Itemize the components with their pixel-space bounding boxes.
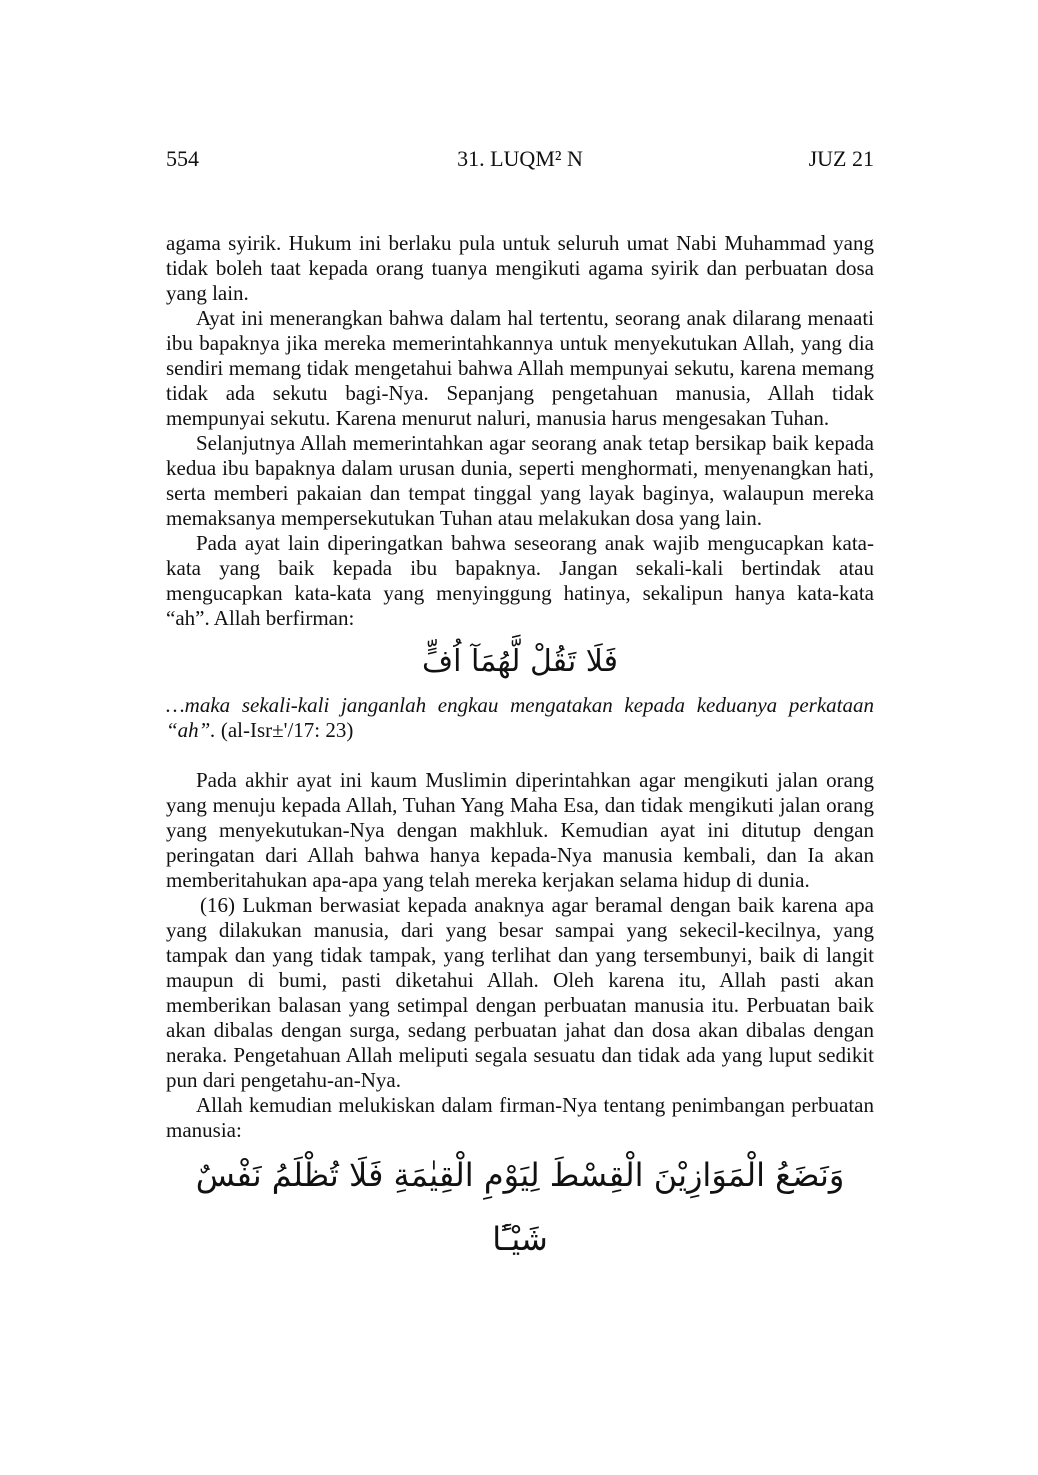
paragraph-6: (16) Lukman berwasiat kepada anaknya agar beramal dengan baik karena apa yang dilakukan manusia, dari yang besar sampai yang sekecil-kecilnya, yang tampak dan yang tidak tampak, yang terlihat dan yang tersembunyi, baik di langit maupun di bumi, pasti diketahui Allah. Oleh karena itu, Allah pasti akan memberikan balasan yang setimpal dengan perbuatan manusia itu. Perbuatan baik akan dibalas dengan surga, sedang perbuatan jahat dan dosa akan dibalas dengan neraka. Pengetahuan Allah meliputi segala sesuatu dan tidak ada yang luput sedikit pun dari pengetahu-an-Nya.: [166, 893, 874, 1092]
verse-1-reference: (al-Isr±'/17: 23): [220, 718, 354, 742]
verse-1-translation: [166, 693, 874, 743]
paragraph-2: Ayat ini menerangkan bahwa dalam hal tertentu, seorang anak dilarang menaati ibu bapaknya jika mereka memerintahkannya untuk menyekutukan Allah, yang dia sendiri memang tidak mengetahui bahwa Allah mempunyai sekutu, karena memang tidak ada sekutu bagi-Nya. Sepanjang pengetahuan manusia, Allah tidak mempunyai sekutu. Karena menurut naluri, manusia harus mengesakan Tuhan.: [166, 306, 874, 430]
paragraph-7: Allah kemudian melukiskan dalam firman-Nya tentang penimbangan perbuatan manusia:: [166, 1093, 874, 1142]
paragraph-1: agama syirik. Hukum ini berlaku pula untuk seluruh umat Nabi Muhammad yang tidak boleh taat kepada orang tuanya mengikuti agama syirik dan perbuatan dosa yang lain.: [166, 231, 874, 305]
page-number: 554: [166, 146, 199, 171]
arabic-verse-1: فَلَا تَقُلْ لَّهُمَآ اُفٍّ: [422, 644, 618, 679]
paragraph-4: Pada ayat lain diperingatkan bahwa seseorang anak wajib mengucapkan kata-kata yang baik kepada ibu bapaknya. Jangan sekali-kali bertindak atau mengucapkan kata-kata yang menyinggung hatinya, sekalipun hanya kata-kata “ah”. Allah berfirman:: [166, 531, 874, 630]
juz-label: JUZ 21: [808, 146, 874, 171]
verse-1-translation-text: …maka sekali-kali janganlah engkau mengatakan kepada keduanya perkataan “ah”.: [166, 693, 874, 742]
page-header: [166, 142, 874, 176]
paragraph-5: Pada akhir ayat ini kaum Muslimin diperintahkan agar mengikuti jalan orang yang menuju kepada Allah, Tuhan Yang Maha Esa, dan tidak mengikuti jalan orang yang menyekutukan-Nya dengan makhluk. Kemudian ayat ini ditutup dengan peringatan dari Allah bahwa hanya kepada-Nya manusia kembali, dan Ia akan memberitahukan apa-apa yang telah mereka kerjakan selama hidup di dunia.: [166, 768, 874, 892]
arabic-verse-2: وَنَضَعُ الْمَوَازِيْنَ الْقِسْطَ لِيَوْمِ الْقِيٰمَةِ فَلَا تُظْلَمُ نَفْسٌ شَيْـًٔا: [195, 1156, 845, 1258]
body-text: [166, 231, 874, 1271]
surah-title: 31. LUQM² N: [457, 146, 583, 171]
paragraph-3: Selanjutnya Allah memerintahkan agar seorang anak tetap bersikap baik kepada kedua ibu bapaknya dalam urusan dunia, seperti menghormati, menyenangkan hati, serta memberi pakaian dan tempat tinggal yang layak baginya, walaupun mereka memaksanya mempersekutukan Tuhan atau melakukan dosa yang lain.: [166, 431, 874, 530]
spacer: [166, 743, 874, 768]
